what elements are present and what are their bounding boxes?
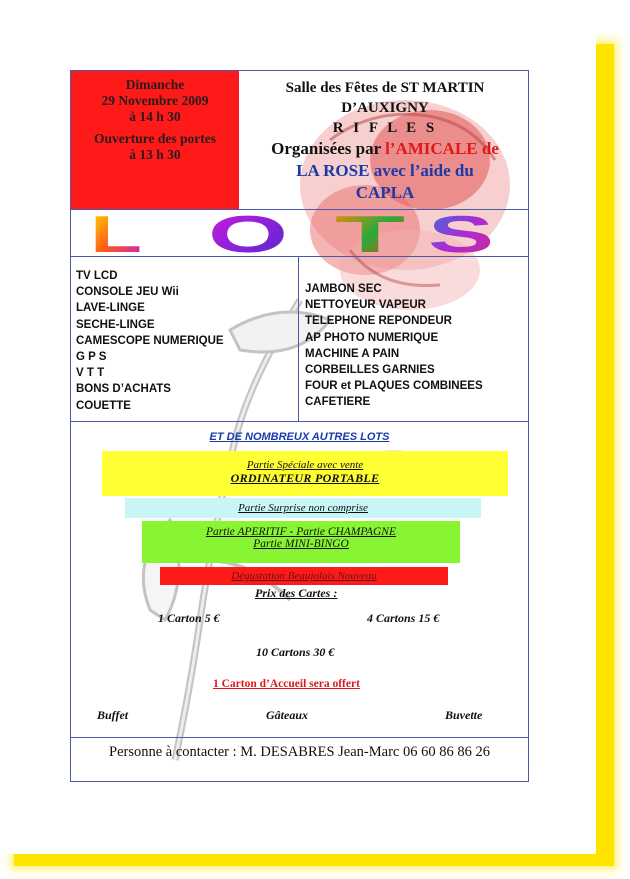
minibingo-label: Partie MINI-BINGO <box>253 538 349 550</box>
event-title <box>245 78 525 204</box>
list-item: CORBEILLES GARNIES <box>305 364 435 377</box>
accueil-offer: 1 Carton d’Accueil sera offert <box>213 678 360 690</box>
doors-line2: à 13 h 30 <box>129 147 181 162</box>
price-four: 4 Cartons 15 € <box>367 611 440 625</box>
ordinateur-label: ORDINATEUR PORTABLE <box>230 471 380 485</box>
divider-lots <box>70 256 529 257</box>
list-item: CONSOLE JEU Wii <box>76 286 179 299</box>
lots-list-right <box>305 281 483 411</box>
band-partie-speciale <box>102 451 508 496</box>
date-box <box>71 71 239 209</box>
list-item: CAMESCOPE NUMERIQUE <box>76 334 224 347</box>
partie-speciale-label: Partie Spéciale avec vente <box>246 459 364 471</box>
price-ten: 10 Cartons 30 € <box>256 645 335 659</box>
list-item: NETTOYEUR VAPEUR <box>305 299 426 312</box>
list-item: FOUR et PLAQUES COMBINEES <box>305 380 483 393</box>
list-item: TELEPHONE REPONDEUR <box>305 315 452 328</box>
list-item: COUETTE <box>76 399 131 412</box>
banner-letter-t: T <box>335 214 406 256</box>
list-item: V T T <box>76 367 105 380</box>
list-item: MACHINE A PAIN <box>305 347 400 360</box>
contact-line: Personne à contacter : M. DESABRES Jean-Marc 06 60 86 86 26 <box>109 744 490 760</box>
price-one: 1 Carton 5 € <box>158 611 220 625</box>
list-item: AP PHOTO NUMERIQUE <box>305 331 439 344</box>
organizer-capla: CAPLA <box>355 183 415 202</box>
autres-lots: ET DE NOMBREUX AUTRES LOTS <box>209 431 390 443</box>
band-aperitif <box>142 521 460 563</box>
list-item: TV LCD <box>76 270 118 282</box>
list-item: G P S <box>76 351 107 364</box>
list-item: CAFETIERE <box>305 396 371 409</box>
date-time: à 14 h 30 <box>129 109 181 124</box>
doors-line1: Ouverture des portes <box>94 131 216 146</box>
aperitif-label: Partie APERITIF - Partie CHAMPAGNE <box>206 526 396 538</box>
venue-line1: Salle des Fêtes de ST MARTIN <box>285 80 485 96</box>
list-item: SECHE-LINGE <box>76 318 155 331</box>
organizer-line1 <box>245 138 525 160</box>
organizer-line2 <box>245 160 525 182</box>
extra-buffet: Buffet <box>97 708 129 722</box>
banner-letter-s: S <box>428 214 494 256</box>
date-date: 29 Novembre 2009 <box>101 93 209 108</box>
extra-gateaux: Gâteaux <box>266 708 308 722</box>
prix-title: Prix des Cartes : <box>255 586 338 600</box>
date-day: Dimanche <box>125 77 185 92</box>
lots-banner <box>90 214 510 256</box>
banner-letter-o: O <box>208 214 288 256</box>
list-item: LAVE-LINGE <box>76 302 145 315</box>
list-item: BONS D’ACHATS <box>76 383 171 396</box>
band-partie-surprise: Partie Surprise non comprise <box>125 498 481 518</box>
divider-contact <box>70 737 529 738</box>
band-beaujolais: Dégustation Beaujolais Nouveau <box>160 567 448 585</box>
organizer-help: avec l’aide du <box>369 161 474 180</box>
organizer-prefix: Organisées par <box>271 139 386 158</box>
divider-top <box>70 209 529 210</box>
extra-buvette: Buvette <box>445 708 483 722</box>
divider-games <box>70 421 529 422</box>
column-divider <box>298 256 299 421</box>
organizer-rose: LA ROSE <box>296 161 370 180</box>
banner-letter-l: L <box>90 214 142 256</box>
rifles-title: R I F L E S <box>332 120 438 136</box>
list-item: JAMBON SEC <box>305 283 382 295</box>
lots-list-left <box>76 268 224 414</box>
organizer-name: l’AMICALE de <box>385 139 499 158</box>
venue-line2: D’AUXIGNY <box>341 100 429 116</box>
